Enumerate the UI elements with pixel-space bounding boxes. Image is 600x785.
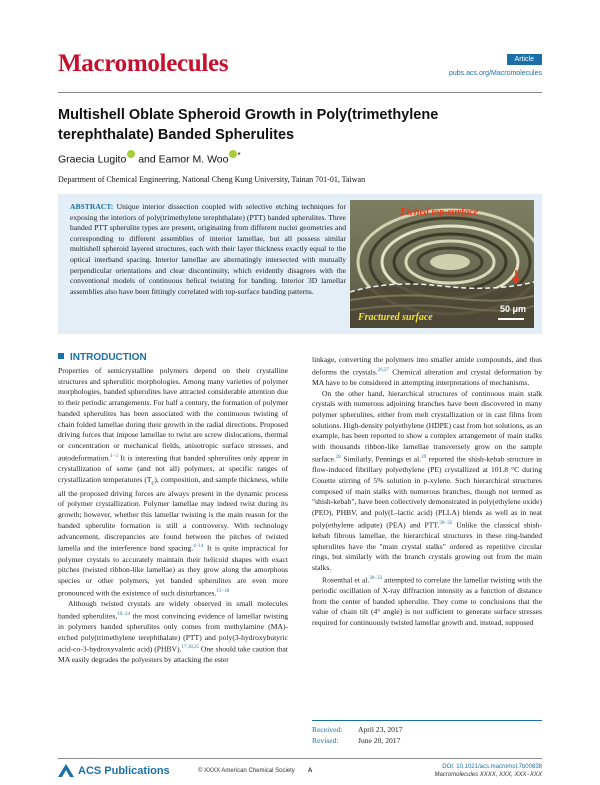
paragraph: Rosenthal et al.$^{30-32}$ attempted to correlate the lamellar twisting with the periodic oscillation of X-ray diffraction intensity as a function of distance from the center of banded spherulite. They come to conclusions that the value of chain tilt (4° angle) is not sufficient to generate surface stresses required for continuously twisted lamellar growth and, instead, supposed <box>312 575 543 627</box>
article-type-badge: Article <box>507 54 542 65</box>
citation-link[interactable]: 26,27 <box>377 367 389 373</box>
abstract-panel <box>58 194 542 334</box>
paragraph: Properties of semicrystalline polymers depend on their crystalline structures and spherulitic morphologies. Among many varieties of polymer morphologies, banded spherulites have attracted considerable attention due to their periodic arrangements. For half a century, the formation of polymer banded spherulites has been associated with the continuous twisting of chain folded lamellae during their growth in the radial directions. Proposed driving forces that impose lamellae to twist are screw dislocations, thermal or concentration or mechanical fields, anisotropic surface stresses, and autodeformation.$^{1-3}$ It is interesting that banded spherulites only appear in crystallization of some (and not all) polymers, at specific ranges of crystallization temperatures $(T_c)$, composition, and sample thickness, while all the proposed driving forces are always present in the dynamic process of polymer crystallization. Polymer lamellae may indeed twist during its growth; however, whether this lamellar twisting is the main reason for the banded spherulite formation is still a controversy. With technology advancement, discrepancies are found between the pitches of twisted lamella and the interference band spacing.$^{4-14}$ It is quite impractical for polymer crystals to accurately maintain their helicoid shapes with exact pitches (twisted ribbon-like lamellae) as they grow along the amorphous species or other polymers, yet banded spherulites are even more pronounced with the existence of such disturbances.$^{15-18}$ <box>58 366 288 598</box>
journal-title: Macromolecules <box>58 50 229 77</box>
affiliation: Department of Chemical Engineering, National Cheng Kung University, Tainan 701-01, Taiwan <box>58 175 366 184</box>
article-dates <box>312 720 542 746</box>
author-separator: and <box>135 153 159 166</box>
author-name[interactable]: Graecia Lugito <box>58 153 127 166</box>
page-footer <box>58 761 542 783</box>
revised-date-row <box>312 735 542 746</box>
revised-date: June 20, 2017 <box>358 736 401 745</box>
figure-label-bottom: Fractured surface <box>358 312 433 323</box>
section-square-icon <box>58 353 64 359</box>
paragraph: On the other hand, hierarchical structures of continuous main stalk crystals with numerous adjoining branches have been discovered in many polymer spherulites, either from melt crystallization or in cast films from solutions. High-density polyethylene (HDPE) cast from hot solutions, as an example, has been reported to show a complex arrangement of main stalks with thousands ribbon-like lamellae transversely grow on the sample surface.$^{28}$ Similarly, Pennings et al.$^{29}$ reported the shish-kebab structure in flow-induced fibrillary polyethylene (PE) crystallized at 101.8 °C during Couette stirring of 5% solution in p-xylene. Such hierarchical structures composed of main stalks with numerous branches, though not termed as "shish-kebab", have been collectively demonstrated in poly(ethylene oxide) (PEO), PHBV, and poly(L-lactic acid) (PLLA) blends as well as in neat poly(ethylene adipate) (PEA) and PTT.$^{30-32}$ Unlike the classical shish-kebab fibrous lamellae, the hierarchical structures in these ring-banded spherulites have the "main crystal stalks" ordered as repetitive circular rings, but similarly with the branch crystals growing out from the main stalks. <box>312 388 542 572</box>
body-column-right <box>312 355 542 629</box>
header-divider <box>58 92 542 93</box>
doi-block <box>434 763 542 779</box>
revised-label: Revised: <box>312 736 339 745</box>
citation-link[interactable]: 17,18,25 <box>181 645 199 651</box>
author-list <box>58 150 241 166</box>
citation-link[interactable]: 30−32 <box>369 575 383 581</box>
copyright-notice: © XXXX American Chemical Society <box>198 768 295 774</box>
citation-link[interactable]: 29 <box>421 454 427 460</box>
acs-logo-icon <box>58 764 74 777</box>
corresponding-author-mark: * <box>237 151 241 160</box>
abstract-body: Unique interior dissection coupled with selective etching techniques for exposing the interiors of poly(trimethylene terephthalate) (PTT) banded spherulites. Three banded PTT spherulite types are present, originating from different nuclei geometries and corresponding to different assemblies of interior lamellae, but all possess similar multishell spheroid layered structures, each with their layer thickness exactly equal to the optical interband spacing. Interior lamellae are alternatingly intersected with mutually perpendicular orientations and clear discontinuity, which evidently disagrees with the conventional models of continuous helical twisting for banding. Interior 3D lamellar assemblies also have been fittingly correlated with top-surface banding patterns. <box>70 202 346 296</box>
citation-link[interactable]: 28 <box>335 454 341 460</box>
received-label: Received: <box>312 725 343 734</box>
author-name[interactable]: Eamor M. Woo <box>158 153 229 166</box>
citation-link[interactable]: 4−14 <box>193 544 204 550</box>
received-date-row <box>312 724 542 735</box>
paragraph: Although twisted crystals are widely observed in small molecules banded spherulites,$^{19-24}$ the most convincing evidence of lamellar twisting in polymers banded spherulites only comes from methylamine (MA)-etched poly(trimethylene terephthalate) (PTT) and poly(3-hydroxybutyric acid-co-3-hydroxyvaleric acid) (PHBV).$^{17,18,25}$ One should take caution that MA easily degrades the polyesters by attacking the ester <box>58 598 288 665</box>
scale-bar-label: 50 μm <box>499 304 526 314</box>
toc-graphic[interactable] <box>350 200 534 328</box>
section-heading <box>58 352 147 363</box>
abstract-label: ABSTRACT: <box>70 202 114 211</box>
section-heading-text: INTRODUCTION <box>70 352 147 363</box>
received-date: April 23, 2017 <box>358 725 403 734</box>
page-number: A <box>308 768 313 774</box>
paragraph: linkage, converting the polymers into smaller amide compounds, and thus deforms the crystals.$^{26,27}$ Chemical alteration and crystal deformation by MA have to be considered in attempting interpretations of mechanisms. <box>312 355 543 387</box>
doi-link[interactable]: DOI: 10.1021/acs.macromol.7b00838 <box>442 764 542 770</box>
figure-label-top: Etched top-surface <box>400 207 479 218</box>
publisher-name: ACS Publications <box>78 765 170 777</box>
footer-divider <box>58 758 542 759</box>
citation-link[interactable]: 1−3 <box>110 453 118 459</box>
citation-link[interactable]: 30−32 <box>439 520 453 526</box>
abstract-text <box>70 202 346 297</box>
citation-link[interactable]: 19−24 <box>117 611 131 617</box>
journal-citation: Macromolecules XXXX, XXX, XXX−XXX <box>434 772 542 778</box>
journal-url-link[interactable]: pubs.acs.org/Macromolecules <box>449 70 542 77</box>
article-title: Multishell Oblate Spheroid Growth in Poly(trimethylene terephthalate) Banded Spherulites <box>58 107 439 143</box>
citation-link[interactable]: 15−18 <box>216 588 230 594</box>
body-column-left <box>58 366 288 666</box>
journal-header <box>58 50 542 90</box>
